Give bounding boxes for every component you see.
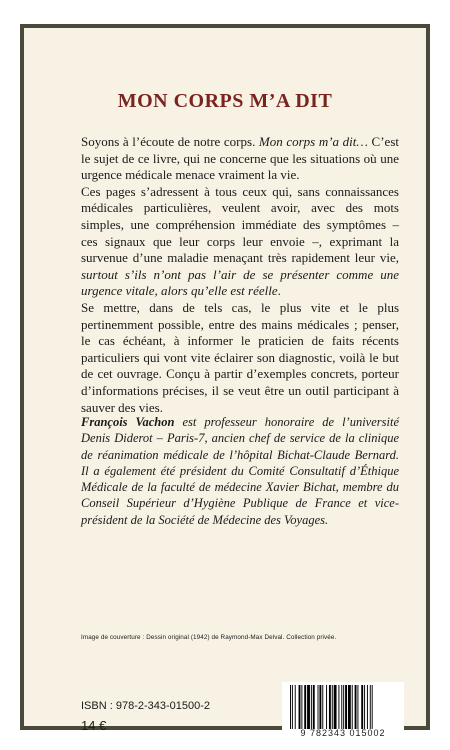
author-bio <box>81 414 399 528</box>
isbn: ISBN : 978-2-343-01500-2 <box>81 700 211 712</box>
blurb-p1-text-2: C’est le sujet de ce livre, qui ne concerne que les situations où une urgence médicale menace vraiment la vie. <box>81 134 399 183</box>
barcode <box>282 682 404 740</box>
cover-image-credit: Image de couverture : Dessin original (1942) de Raymond-Max Delval. Collection privée. <box>81 634 337 641</box>
barcode-bars <box>290 685 398 729</box>
author-name: François Vachon <box>81 415 175 429</box>
blurb <box>81 134 399 416</box>
barcode-number: 9 782343 015002 <box>300 728 386 738</box>
blurb-paragraph-1 <box>81 134 399 184</box>
price: 14 € <box>81 718 107 733</box>
blurb-p2-text-2: . <box>277 283 281 299</box>
author-bio-text: est professeur honoraire de l’université Denis Diderot – Paris-7, ancien chef de service de la clinique de réanimation médicale de l’hôpital Bichat-Claude Bernard. Il a également été président du Comité Consultatif d’Éthique Médicale de la faculté de médecine Xavier Bichat, membre du Conseil Supérieur d’Hygiène Publique de France et vice-président de la Société de Médecine des Voyages. <box>81 415 399 527</box>
blurb-p2-italic: surtout s’ils n’ont pas l’air de se présenter comme une urgence vitale, alors qu’elle est réelle <box>81 266 399 299</box>
blurb-paragraph-3: Se mettre, dans de tels cas, le plus vite et le plus pertinemment possible, entre des mains médicales ; penser, le cas échéant, à informer le praticien de faits récents particuliers qui vont vite éclairer son diagnostic, voilà le but de cet ouvrage. Conçu à partir d’exemples concrets, porteur d’informations précises, il se veut être un outil participant à sauver des vies. <box>81 299 399 415</box>
blurb-paragraph-2 <box>81 184 399 300</box>
book-title: MON CORPS M’A DIT <box>117 90 333 112</box>
back-cover <box>20 24 430 738</box>
blurb-p2-text: Ces pages s’adressent à tous ceux qui, sans connaissances médicales particulières, veulent avoir, avec des mots simples, une compréhension immédiate des symptômes – ces signaux que leur corps leur envoie –, exprimant la survenue d’une maladie menaçant très rapidement leur vie, <box>81 183 399 266</box>
blurb-p1-italic: Mon corps m’a dit… <box>258 134 368 149</box>
blurb-p1-text: Soyons à l’écoute de notre corps. <box>81 134 259 149</box>
